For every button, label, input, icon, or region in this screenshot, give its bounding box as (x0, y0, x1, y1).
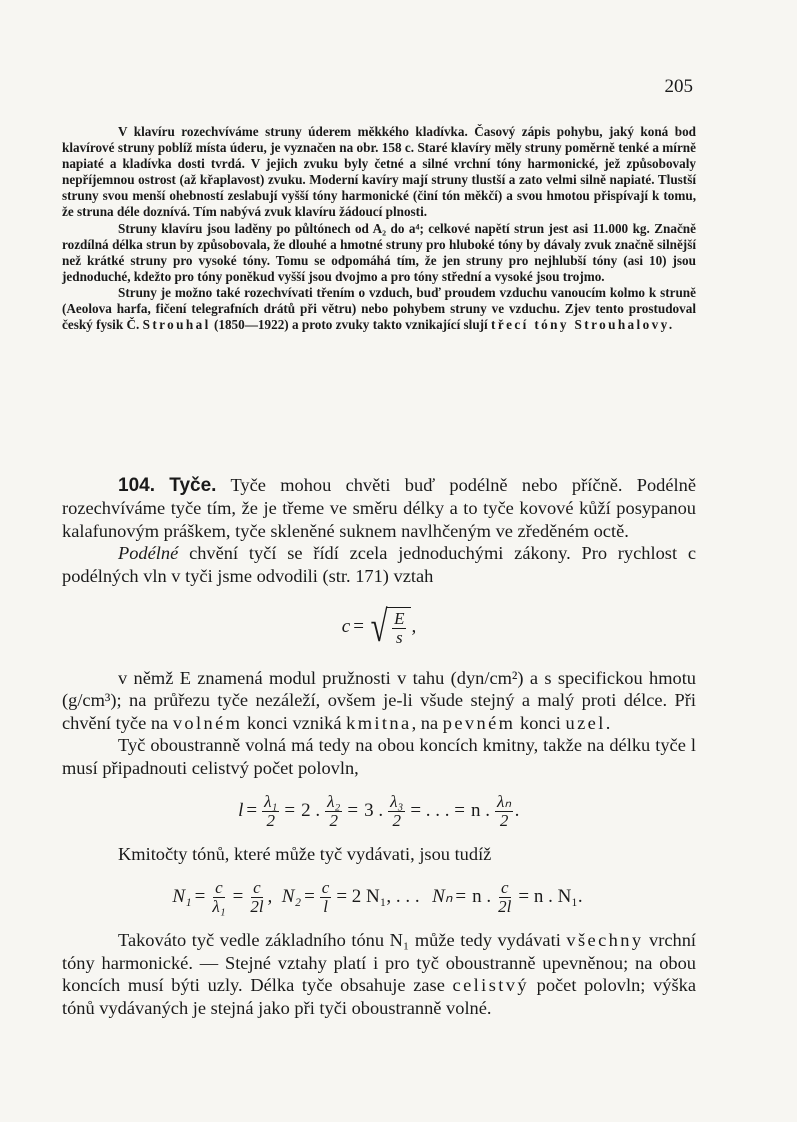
formula-wave-speed: c = √ $\frac{E}{s}$ , (341, 602, 417, 652)
paragraph-longitudinal: Podélné chvění tyčí se řídí zcela jednoduchými zákony. Pro rychlost c podélných vln v tyči jsme odvodili (str. 171) vztah (62, 543, 697, 586)
section-number: 104. (118, 475, 155, 496)
paragraph-free-rod: Tyč oboustranně volná má tedy na obou koncích kmitny, takže na délku tyče l musí připadnouti celistvý počet polovln, (62, 735, 696, 778)
page-number: 205 (664, 76, 693, 97)
paragraph-strouhal: Struny je možno také rozechvívati třením o vzduch, buď proudem vzduchu vanoucím kolmo k struně (Aeolova harfa, fičení telegrafních drátů při větru) nebo pohybem struny ve vzduchu. Zjev tento prostudoval český fysik Č. Strouhal (1850—1922) a proto zvuky takto vznikající slují třecí tóny Strouhalovy. (62, 284, 696, 333)
name-strouhal: Strouhal (142, 317, 211, 333)
paragraph-piano-strings: Struny klavíru jsou laděny po půltónech od A₂ do a⁴; celkové napětí strun jest asi 11.000 kg. Značně rozdílná délka strun by způsobovala, že dlouhé a hmotné struny pro hluboké tóny by dávaly zvuk značně silnější než krátké struny pro vysoké tóny. Tomu se odpomáhá tím, že jen struny pro nejhlubší tóny (asi 10) jsou jednoduché, kdežto pro tóny poněkud vyšší jsou dvojmo a pro tóny střední a vysoké jsou trojmo. (62, 220, 696, 284)
formula-half-waves: l = $\frac{\text{λ₁}}{2}$ = 2 . $\frac{\text{λ₂}}{2}$ = 3 . $\frac{\text{λ₃}}{2}$ = . . . = n . $\frac{\text{λₙ}}{2}$ . (238, 791, 520, 830)
section-title: Tyče. (169, 475, 217, 496)
section-heading-paragraph: 104. Tyče. Tyče mohou chvěti buď podélně nebo příčně. Podélně rozechvíváme tyče tím, že je třeme ve směru délky a to tyče kovové kůží posypanou kalafunovým práškem, tyče skleněné suknem navlhčeným ve zředěném octě. (62, 475, 697, 541)
formula-frequencies: N₁ = $\frac{c}{\text{λ₁}}$ = $\frac{c}{2l}$ , N₂ = $\frac{c}{l}$ = 2 N₁, . . . Nₙ = n . $\frac{c}{2l}$ = n . N₁. (172, 878, 583, 916)
term-strouhal-tones: třecí tóny Strouhalovy. (491, 317, 675, 333)
paragraph-harmonics: Takováto tyč vedle základního tónu N₁ může tedy vydávati všechny vrchní tóny harmonické. — Stejné vztahy platí i pro tyč oboustranně upevněnou; na obou koncích musí býti uzly. Délka tyče obsahuje zase celistvý počet polovln; výška tónů vydávaných je stejná jako při tyči oboustranně volné. (62, 930, 696, 1018)
paragraph-modulus: v němž E znamená modul pružnosti v tahu (dyn/cm²) a s specifickou hmotu (g/cm³); na průřezu tyče nezáleží, ovšem je-li všude stejný a malý proti délce. Při chvění tyče na volném konci vzniká kmitna, na pevném konci uzel. (62, 668, 696, 733)
paragraph-frequencies: Kmitočty tónů, které může tyč vydávati, jsou tudíž (118, 844, 492, 865)
small-print-block (62, 124, 696, 333)
sqrt-icon: √ $\frac{E}{s}$ (367, 605, 412, 649)
paragraph-piano: V klavíru rozechvíváme struny úderem měkkého kladívka. Časový zápis pohybu, jaký koná bod klavírové struny poblíž místa úderu, je vyznačen na obr. 158 c. Staré klavíry měly struny poměrně tenké a mírně napiaté a kladívka dosti tvrdá. V jejich zvuku byly četné a silné vrchní tóny harmonické, jež způsobovaly nepříjemnou ostrost (až křaplavost) zvuku. Moderní kavíry mají struny tlustší a zato velmi silně napiaté. Tlustší struny svou menší ohebností zeslabují vyšší tóny harmonické (činí tón měkčí) a svou hmotou přispívají k tomu, že struna déle doznívá. Tím nabývá zvuk klavíru žádoucí plnosti. (62, 124, 696, 220)
section-104 (62, 474, 696, 1019)
